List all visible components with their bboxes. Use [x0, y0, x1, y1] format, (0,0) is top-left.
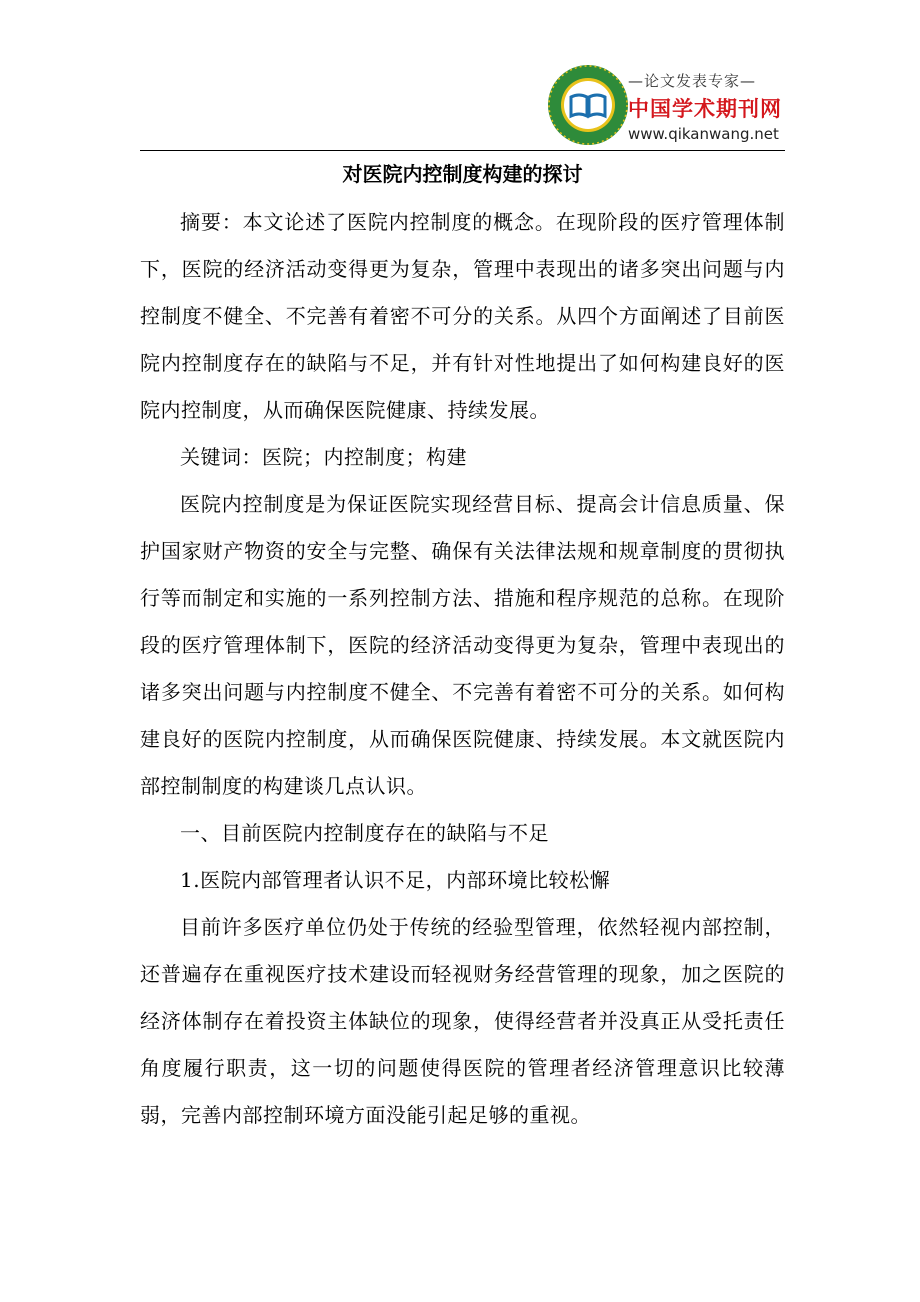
- subsection-heading: 1.医院内部管理者认识不足，内部环境比较松懈: [180, 868, 611, 892]
- slogan-text: —论文发表专家—: [628, 72, 757, 90]
- section-heading: 一、目前医院内控制度存在的缺陷与不足: [180, 821, 549, 845]
- keywords-line: 关键词：医院；内控制度；构建: [180, 445, 467, 469]
- body-paragraph: 目前许多医疗单位仍处于传统的经验型管理，依然轻视内部控制，还普遍存在重视医疗技术建设而轻视财务经营管理的现象，加之医院的经济体制存在着投资主体缺位的现象，使得经营者并没真正从受托责任角度履行职责，这一切的问题使得医院的管理者经济管理意识比较薄弱，完善内部控制环境方面没能引起足够的重视。: [140, 915, 785, 1127]
- article-body: [140, 157, 785, 1139]
- brand-name: 中国学术期刊网: [628, 97, 782, 121]
- site-url: www.qikanwang.net: [628, 125, 779, 143]
- body-paragraph: 医院内控制度是为保证医院实现经营目标、提高会计信息质量、保护国家财产物资的安全与完整、确保有关法律法规和规章制度的贯彻执行等而制定和实施的一系列控制方法、措施和程序规范的总称。在现阶段的医疗管理体制下，医院的经济活动变得更为复杂，管理中表现出的诸多突出问题与内控制度不健全、不完善有着密不可分的关系。如何构建良好的医院内控制度，从而确保医院健康、持续发展。本文就医院内部控制制度的构建谈几点认识。: [140, 492, 785, 798]
- abstract-paragraph: 摘要：本文论述了医院内控制度的概念。在现阶段的医疗管理体制下，医院的经济活动变得更为复杂，管理中表现出的诸多突出问题与内控制度不健全、不完善有着密不可分的关系。从四个方面阐述了目前医院内控制度存在的缺陷与不足，并有针对性地提出了如何构建良好的医院内控制度，从而确保医院健康、持续发展。: [140, 210, 785, 422]
- header-divider: [140, 150, 785, 151]
- page-header: [140, 60, 785, 152]
- article-title: 对医院内控制度构建的探讨: [342, 162, 583, 186]
- logo-text-block: [628, 70, 782, 143]
- qikanwang-logo-icon: [547, 64, 629, 146]
